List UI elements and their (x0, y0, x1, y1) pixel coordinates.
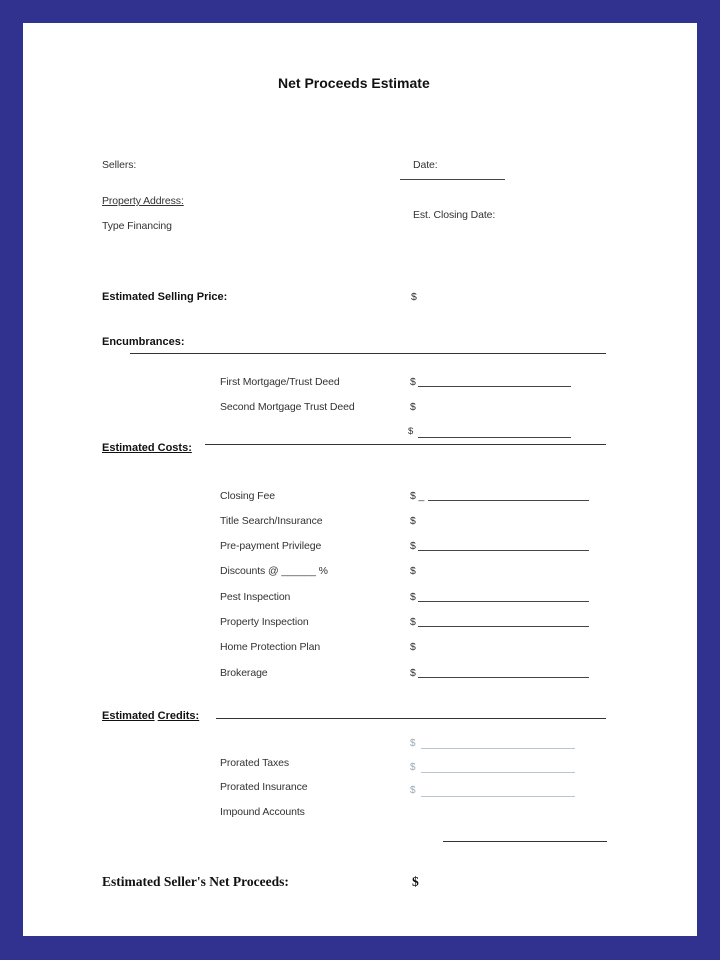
cost-label-7: Brokerage (220, 667, 268, 679)
cost-line-5 (418, 626, 589, 627)
cost-currency-7: $ (410, 667, 416, 679)
credit-currency-0: $ (410, 738, 416, 749)
encumbrance-extra-line (418, 437, 571, 438)
selling-price-currency: $ (411, 291, 417, 303)
property-address-label: Property Address: (102, 195, 184, 207)
cost-label-4: Pest Inspection (220, 591, 291, 603)
date-line (400, 179, 505, 180)
cost-label-5: Property Inspection (220, 616, 309, 628)
total-rule (443, 841, 607, 842)
credit-line-0 (421, 748, 575, 749)
cost-line-2 (418, 550, 589, 551)
sellers-label: Sellers: (102, 159, 137, 171)
credit-currency-1: $ (410, 762, 416, 773)
credits-label-part1: Estimated (102, 710, 155, 722)
est-closing-date-label: Est. Closing Date: (413, 209, 496, 221)
cost-line-4 (418, 601, 589, 602)
costs-rule (205, 444, 606, 445)
date-label: Date: (413, 159, 438, 171)
credit-line-1 (421, 772, 575, 773)
cost-currency-6: $ (410, 641, 416, 653)
cost-label-6: Home Protection Plan (220, 641, 321, 653)
credit-label-0: Prorated Taxes (220, 757, 290, 769)
cost-line-0 (428, 500, 589, 501)
costs-label: Estimated Costs: (102, 442, 192, 454)
cost-currency-5: $ (410, 616, 416, 628)
encumbrance-label-0: First Mortgage/Trust Deed (220, 376, 340, 388)
credits-label (102, 710, 199, 722)
cost-line-7 (418, 677, 589, 678)
cost-currency-1: $ (410, 515, 416, 527)
cost-label-2: Pre-payment Privilege (220, 540, 322, 552)
selling-price-label: Estimated Selling Price: (102, 291, 228, 303)
cost-currency-4: $ (410, 591, 416, 603)
cost-label-1: Title Search/Insurance (220, 515, 323, 527)
credits-rule (216, 718, 606, 719)
cost-currency-2: $ (410, 540, 416, 552)
credit-currency-2: $ (410, 785, 416, 796)
document-page (23, 23, 697, 936)
encumbrance-extra-currency: $ (408, 426, 414, 437)
credit-label-1: Prorated Insurance (220, 781, 308, 793)
page-title: Net Proceeds Estimate (278, 75, 430, 91)
cost-currency-0: $ _ (410, 490, 425, 502)
cost-label-3: Discounts @ ______ % (220, 565, 328, 577)
encumbrance-currency-1: $ (410, 401, 416, 413)
cost-label-0: Closing Fee (220, 490, 275, 502)
encumbrance-label-1: Second Mortgage Trust Deed (220, 401, 355, 413)
credit-label-2: Impound Accounts (220, 806, 305, 818)
encumbrances-rule (130, 353, 606, 354)
encumbrance-currency-0: $ (410, 376, 416, 388)
cost-currency-3: $ (410, 565, 416, 577)
encumbrance-line-0 (418, 386, 571, 387)
net-proceeds-label: Estimated Seller's Net Proceeds: (102, 874, 289, 889)
credit-line-2 (421, 796, 575, 797)
type-financing-label: Type Financing (102, 220, 172, 232)
net-proceeds-currency: $ (412, 874, 419, 889)
encumbrances-label: Encumbrances: (102, 336, 185, 348)
credits-label-part2: Credits: (157, 710, 200, 722)
